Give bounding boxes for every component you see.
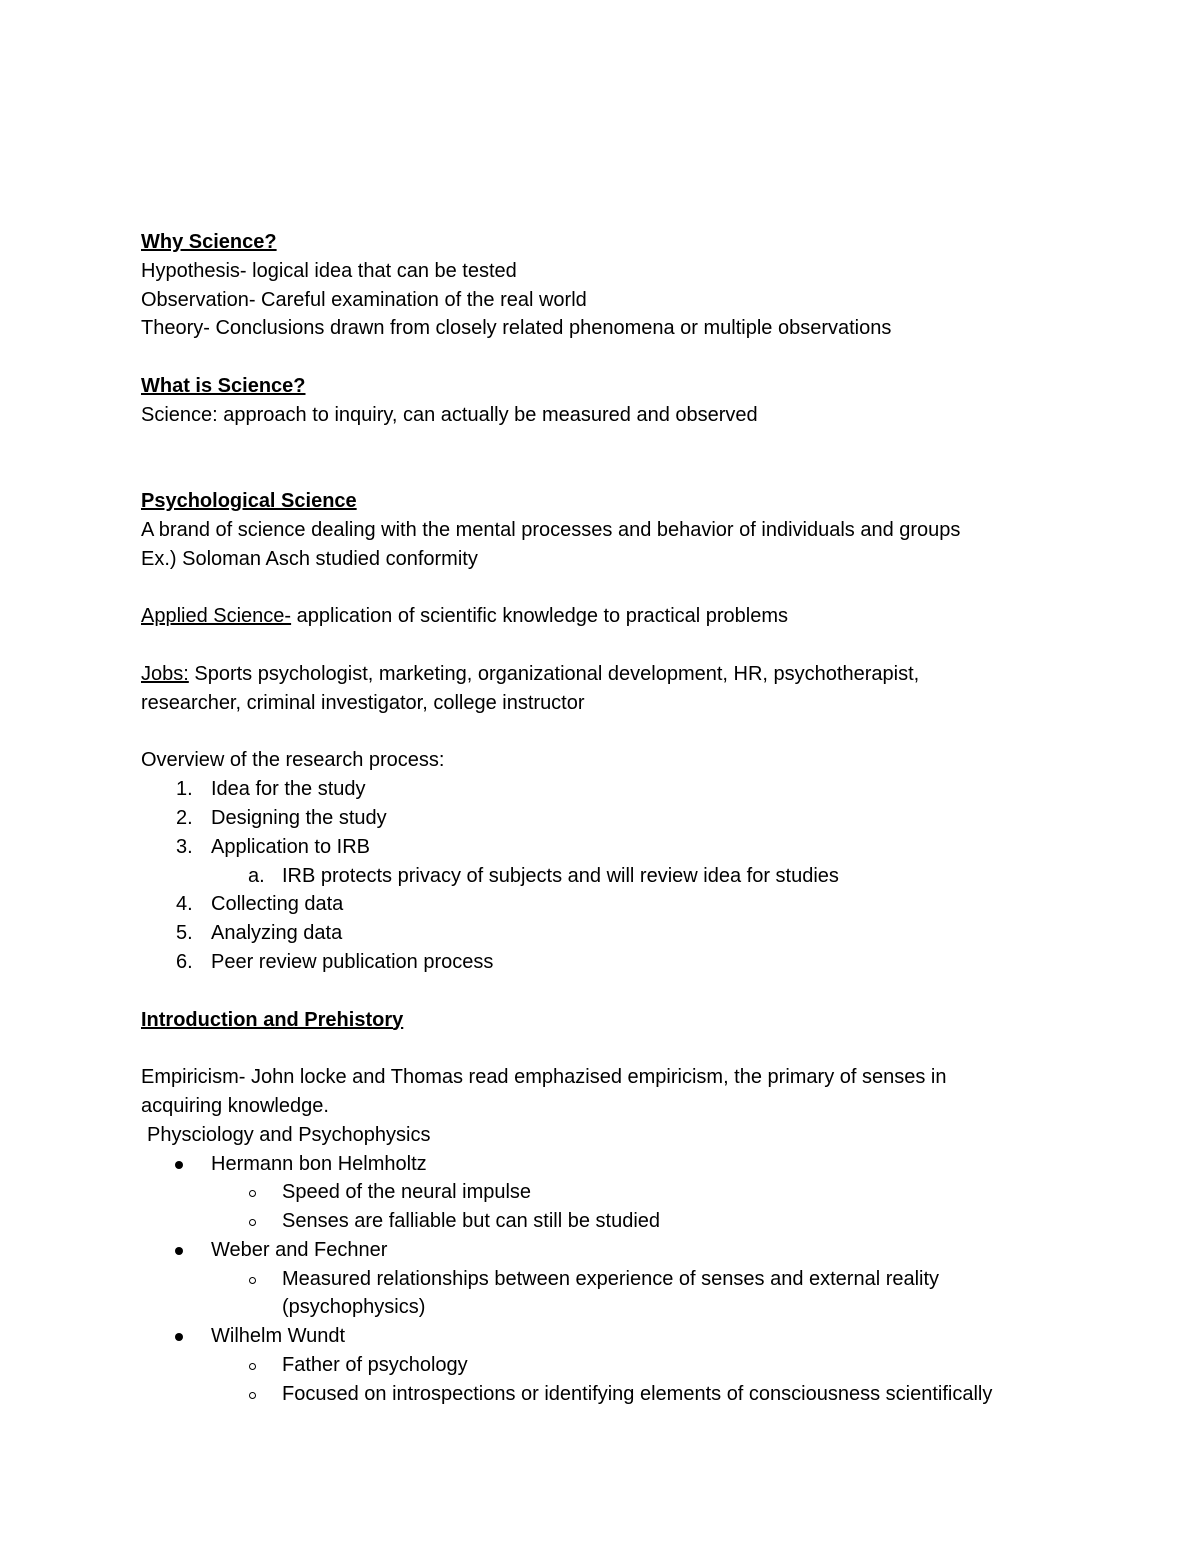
bullet-item (141, 1150, 1081, 1179)
text-line: Ex.) Soloman Asch studied conformity (141, 547, 478, 570)
sub-bullet-text: Senses are falliable but can still be studied (282, 1210, 661, 1233)
bullet-text: Wilhelm Wundt (211, 1325, 346, 1348)
blank-line (141, 574, 1081, 603)
jobs-text: Sports psychologist, marketing, organizational development, HR, psychotherapist, (188, 662, 920, 685)
text-line: Observation- Careful examination of the real world (141, 288, 587, 311)
list-text: Peer review publication process (211, 950, 494, 973)
list-text: Designing the study (211, 806, 387, 829)
applied-science-line (141, 602, 1081, 631)
applied-science-label: Applied Science- (141, 605, 292, 628)
list-text: Idea for the study (211, 778, 366, 801)
list-item (141, 948, 1081, 977)
list-item (141, 804, 1081, 833)
list-item (141, 919, 1081, 948)
list-number: 2. (176, 806, 193, 829)
blank-line (141, 430, 1081, 459)
list-item (141, 833, 1081, 862)
blank-line (141, 631, 1081, 660)
sub-bullet-text: Father of psychology (282, 1354, 468, 1377)
empiricism-line: Empiricism- John locke and Thomas read emphazised empiricism, the primary of senses in (141, 1066, 947, 1089)
list-item (141, 775, 1081, 804)
heading-what-is-science: What is Science? (141, 374, 306, 397)
list-letter: a. (248, 864, 265, 887)
sub-bullet-text: Measured relationships between experience of senses and external reality (psychophysics) (282, 1267, 940, 1319)
list-sub-item (141, 862, 1081, 891)
text-line: A brand of science dealing with the mental processes and behavior of individuals and groups (141, 518, 961, 541)
sub-bullet-item (141, 1178, 1081, 1207)
sub-bullet-item (141, 1380, 1081, 1409)
jobs-continuation: researcher, criminal investigator, college instructor (141, 691, 585, 714)
bullet-item (141, 1236, 1081, 1265)
list-text: IRB protects privacy of subjects and will review idea for studies (282, 864, 839, 887)
jobs-label: Jobs: (141, 662, 189, 685)
subheading-physiology: Physciology and Psychophysics (147, 1123, 431, 1146)
list-number: 4. (176, 893, 193, 916)
list-number: 3. (176, 835, 193, 858)
list-text: Collecting data (211, 893, 344, 916)
sub-bullet-text: Speed of the neural impulse (282, 1181, 532, 1204)
list-number: 1. (176, 778, 193, 801)
list-text: Analyzing data (211, 922, 343, 945)
blank-line (141, 343, 1081, 372)
bullet-item (141, 1322, 1081, 1351)
text-line: Hypothesis- logical idea that can be tested (141, 259, 517, 282)
blank-line (141, 977, 1081, 1006)
text-line: Science: approach to inquiry, can actually be measured and observed (141, 403, 758, 426)
sub-bullet-item (141, 1207, 1081, 1236)
blank-line (141, 718, 1081, 747)
bullet-text: Weber and Fechner (211, 1238, 388, 1261)
sub-bullet-item (141, 1265, 1062, 1323)
heading-introduction-prehistory: Introduction and Prehistory (141, 1008, 404, 1031)
applied-science-text: application of scientific knowledge to practical problems (291, 605, 789, 628)
document-body (141, 228, 1081, 1409)
blank-line (141, 1034, 1081, 1063)
research-process-intro: Overview of the research process: (141, 749, 445, 772)
blank-line (141, 458, 1081, 487)
heading-psychological-science: Psychological Science (141, 490, 357, 513)
jobs-line (141, 660, 1081, 689)
empiricism-line: acquiring knowledge. (141, 1094, 329, 1117)
sub-bullet-text: Focused on introspections or identifying elements of consciousness scientifically (282, 1382, 993, 1405)
list-number: 6. (176, 950, 193, 973)
heading-why-science: Why Science? (141, 231, 277, 253)
sub-bullet-item (141, 1351, 1081, 1380)
text-line: Theory- Conclusions drawn from closely related phenomena or multiple observations (141, 317, 892, 340)
list-item (141, 890, 1081, 919)
bullet-text: Hermann bon Helmholtz (211, 1152, 427, 1175)
list-text: Application to IRB (211, 835, 370, 858)
list-number: 5. (176, 922, 193, 945)
